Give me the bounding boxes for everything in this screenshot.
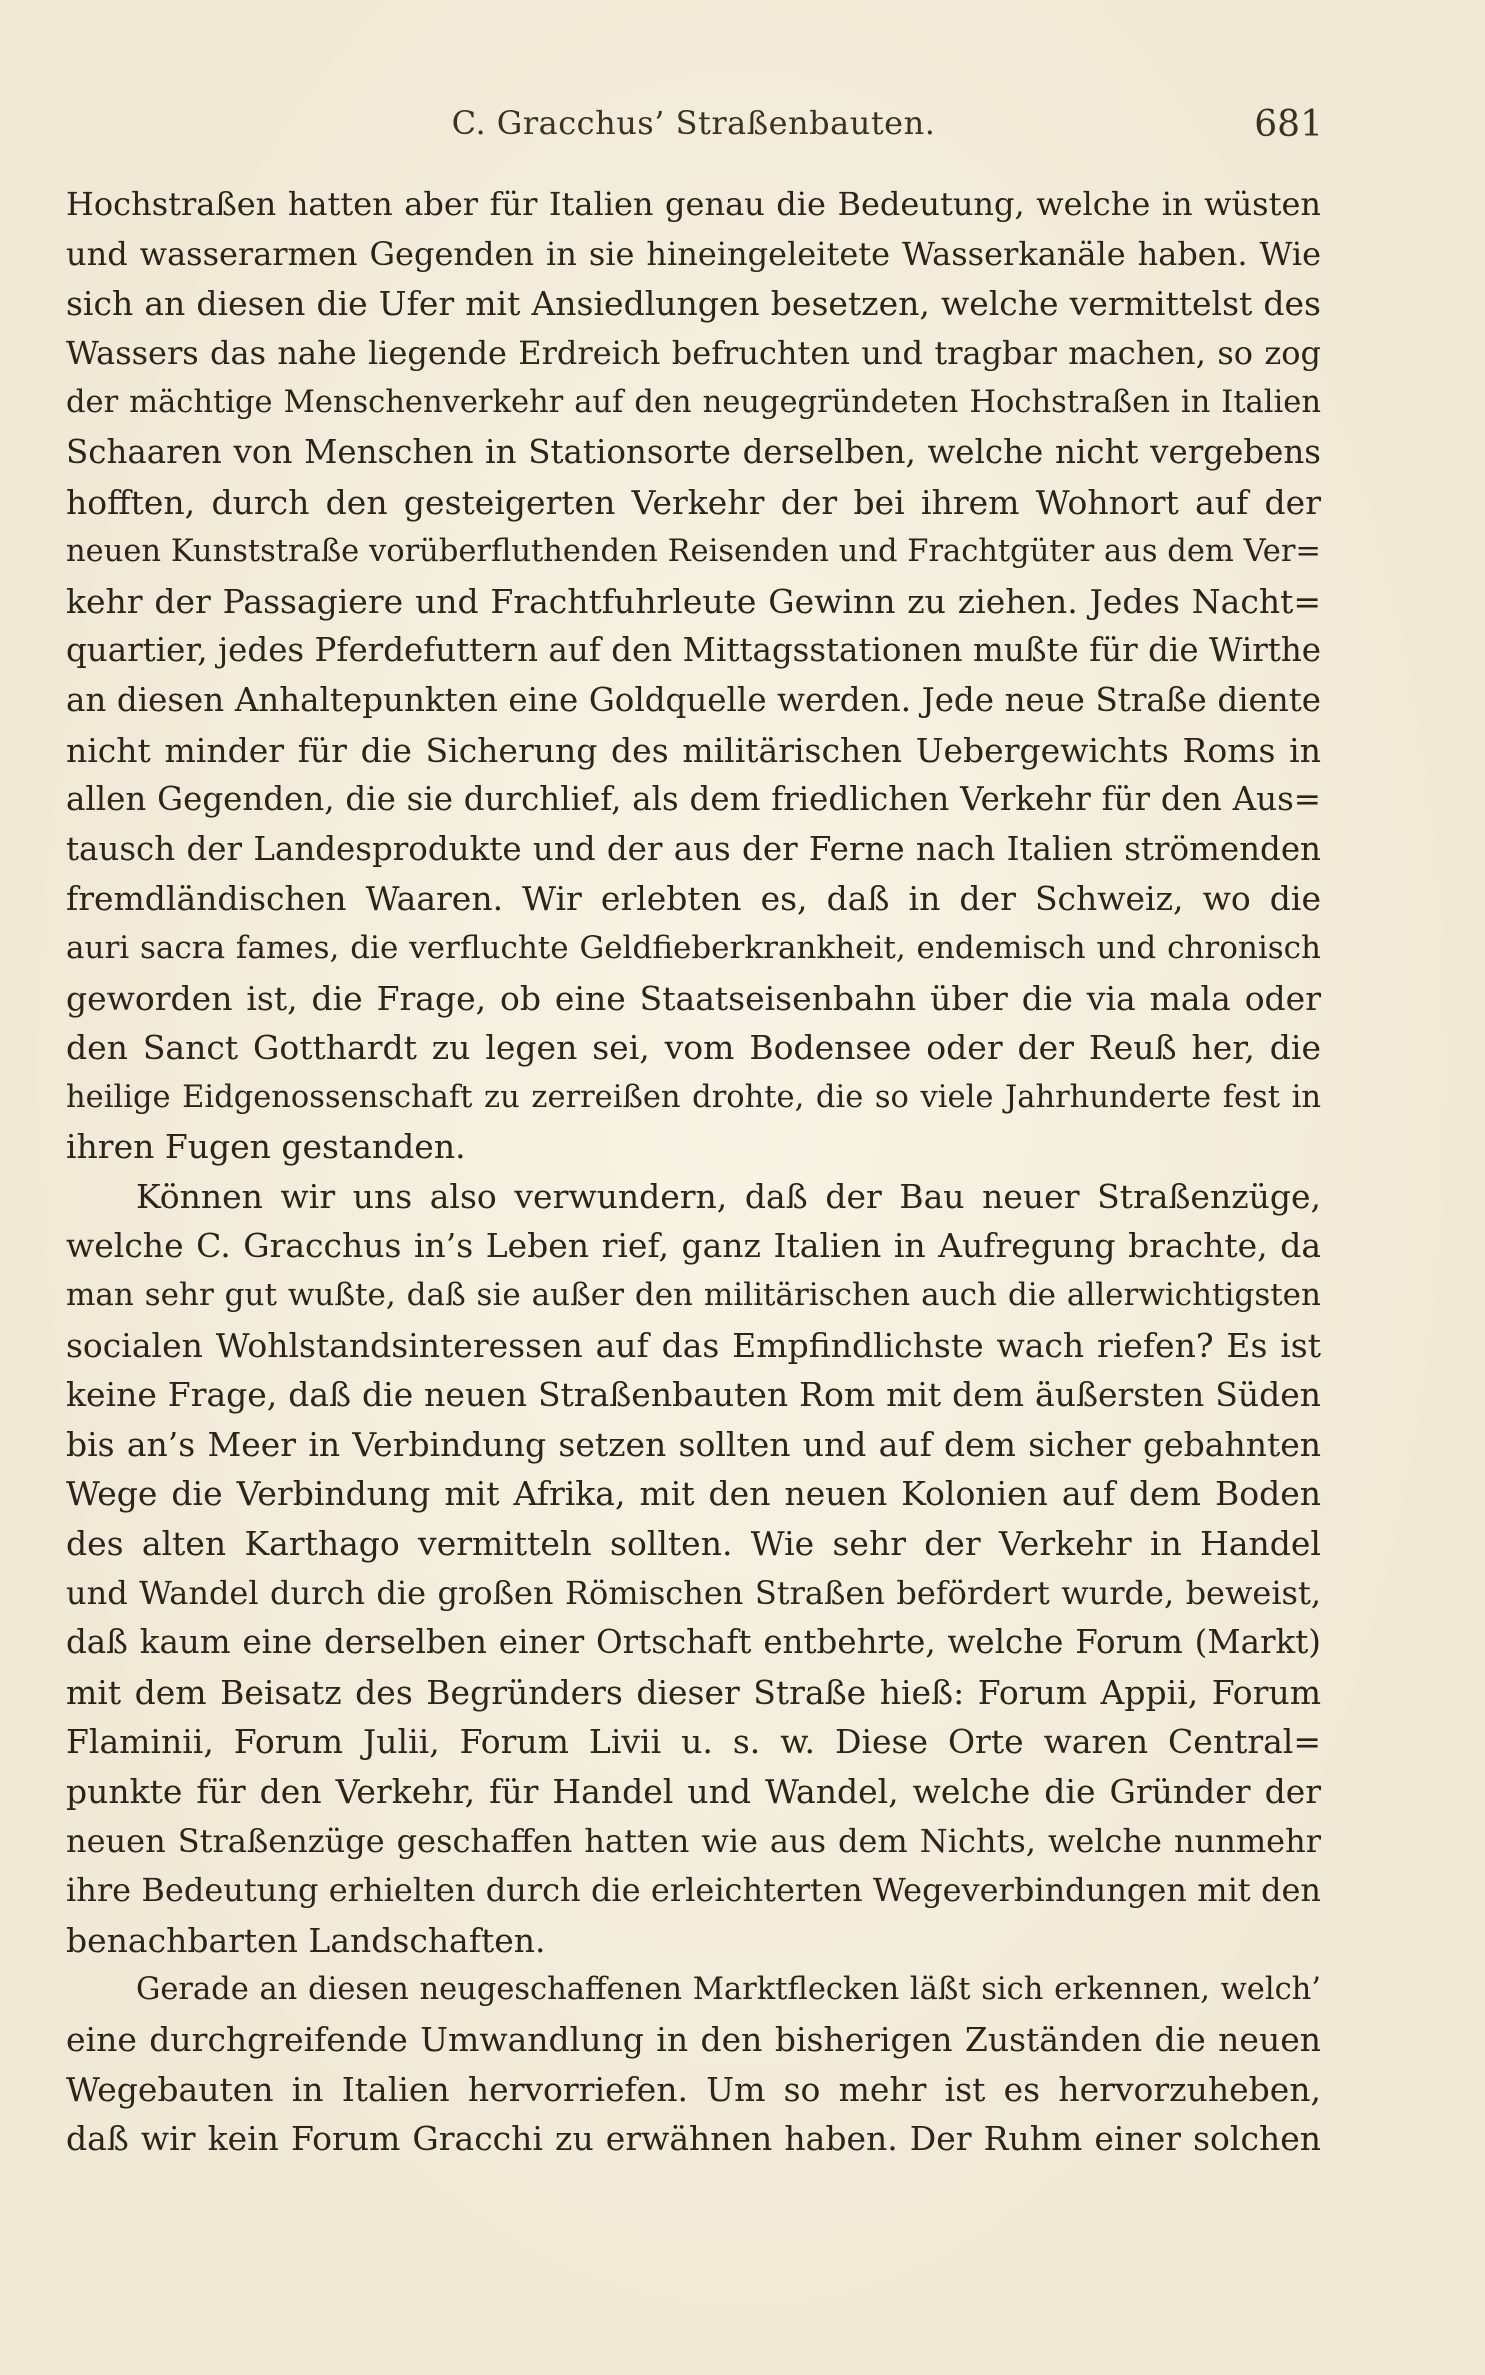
text-line: man sehr gut wußte, daß sie außer den militärischen auch die allerwichtigsten <box>66 1277 1321 1314</box>
text-line: neuen Straßenzüge geschaffen hatten wie aus dem Nichts, welche nunmehr <box>66 1821 1321 1860</box>
text-line: welche C. Gracchus in’s Leben rief, ganz Italien in Aufregung brachte, da <box>66 1226 1321 1266</box>
running-title: C. Gracchus’ Straßenbauten. <box>451 104 936 142</box>
text-line: eine durchgreifende Umwandlung in den bisherigen Zuständen die neuen <box>66 2019 1321 2059</box>
text-line: allen Gegenden, die sie durchlief, als dem friedlichen Verkehr für den Aus= <box>66 780 1321 819</box>
body-text <box>66 180 1321 2164</box>
text-line: ihre Bedeutung erhielten durch die erleichterten Wegeverbindungen mit den <box>66 1871 1321 1910</box>
text-line: keine Frage, daß die neuen Straßenbauten Rom mit dem äußersten Süden <box>66 1375 1321 1415</box>
text-line: socialen Wohlstandsinteressen auf das Empfindlichste wach riefen? Es ist <box>66 1325 1321 1365</box>
text-line: sich an diesen die Ufer mit Ansiedlungen besetzen, welche vermittelst des <box>66 284 1321 324</box>
text-line: Flaminii, Forum Julii, Forum Livii u. s. w. Diese Orte waren Central= <box>66 1722 1321 1762</box>
text-line: auri sacra fames, die verfluchte Geldfieberkrankheit, endemisch und chronisch <box>66 929 1321 966</box>
text-line: punkte für den Verkehr, für Handel und Wandel, welche die Gründer der <box>66 1772 1321 1811</box>
text-line: mit dem Beisatz des Begründers dieser Straße hieß: Forum Appii, Forum <box>66 1672 1321 1712</box>
text-line: bis an’s Meer in Verbindung setzen sollten und auf dem sicher gebahnten <box>66 1424 1321 1464</box>
running-head <box>66 104 1321 154</box>
text-line: Gerade an diesen neugeschaffenen Marktflecken läßt sich erkennen, welch’ <box>136 1972 1321 2008</box>
text-line: den Sanct Gotthardt zu legen sei, vom Bodensee oder der Reuß her, die <box>66 1028 1321 1068</box>
text-line: daß wir kein Forum Gracchi zu erwähnen haben. Der Ruhm einer solchen <box>66 2119 1321 2159</box>
text-line: Wassers das nahe liegende Erdreich befruchten und tragbar machen, so zog <box>66 333 1321 372</box>
text-line: kehr der Passagiere und Frachtfuhrleute Gewinn zu ziehen. Jedes Nacht= <box>66 581 1321 621</box>
text-line: des alten Karthago vermitteln sollten. Wie sehr der Verkehr in Handel <box>66 1524 1321 1564</box>
text-line: heilige Eidgenossenschaft zu zerreißen drohte, die so viele Jahrhunderte fest in <box>66 1079 1321 1115</box>
text-line: Hochstraßen hatten aber für Italien genau die Bedeutung, welche in wüsten <box>66 185 1321 223</box>
text-line: und Wandel durch die großen Römischen Straßen befördert wurde, beweist, <box>66 1573 1321 1612</box>
text-line: der mächtige Menschenverkehr auf den neugegründeten Hochstraßen in Italien <box>66 385 1321 421</box>
text-line: Wegebauten in Italien hervorriefen. Um so mehr ist es hervorzuheben, <box>66 2069 1321 2109</box>
text-line: quartier, jedes Pferdefuttern auf den Mittagsstationen mußte für die Wirthe <box>66 631 1321 670</box>
text-line: Können wir uns also verwundern, daß der Bau neuer Straßenzüge, <box>136 1176 1321 1216</box>
text-line: fremdländischen Waaren. Wir erlebten es, daß in der Schweiz, wo die <box>66 879 1321 919</box>
text-line: nicht minder für die Sicherung des militärischen Uebergewichts Roms in <box>66 730 1321 770</box>
text-line: geworden ist, die Frage, ob eine Staatseisenbahn über die via mala oder <box>66 978 1321 1018</box>
text-line: tausch der Landesprodukte und der aus der Ferne nach Italien strömenden <box>66 829 1321 868</box>
text-line: an diesen Anhaltepunkten eine Goldquelle werden. Jede neue Straße diente <box>66 680 1321 719</box>
text-line: daß kaum eine derselben einer Ortschaft entbehrte, welche Forum (Markt) <box>66 1623 1321 1662</box>
text-line: hofften, durch den gesteigerten Verkehr der bei ihrem Wohnort auf der <box>66 482 1321 522</box>
text-line: ihren Fugen gestanden. <box>66 1127 466 1167</box>
text-line: benachbarten Landschaften. <box>66 1920 546 1960</box>
text-line: Schaaren von Menschen in Stationsorte derselben, welche nicht vergebens <box>66 432 1321 471</box>
text-line: neuen Kunststraße vorüberfluthenden Reisenden und Frachtgüter aus dem Ver= <box>66 534 1321 570</box>
page-number: 681 <box>1254 104 1323 145</box>
text-line: und wasserarmen Gegenden in sie hineingeleitete Wasserkanäle haben. Wie <box>66 234 1321 273</box>
text-line: Wege die Verbindung mit Afrika, mit den neuen Kolonien auf dem Boden <box>66 1474 1321 1514</box>
